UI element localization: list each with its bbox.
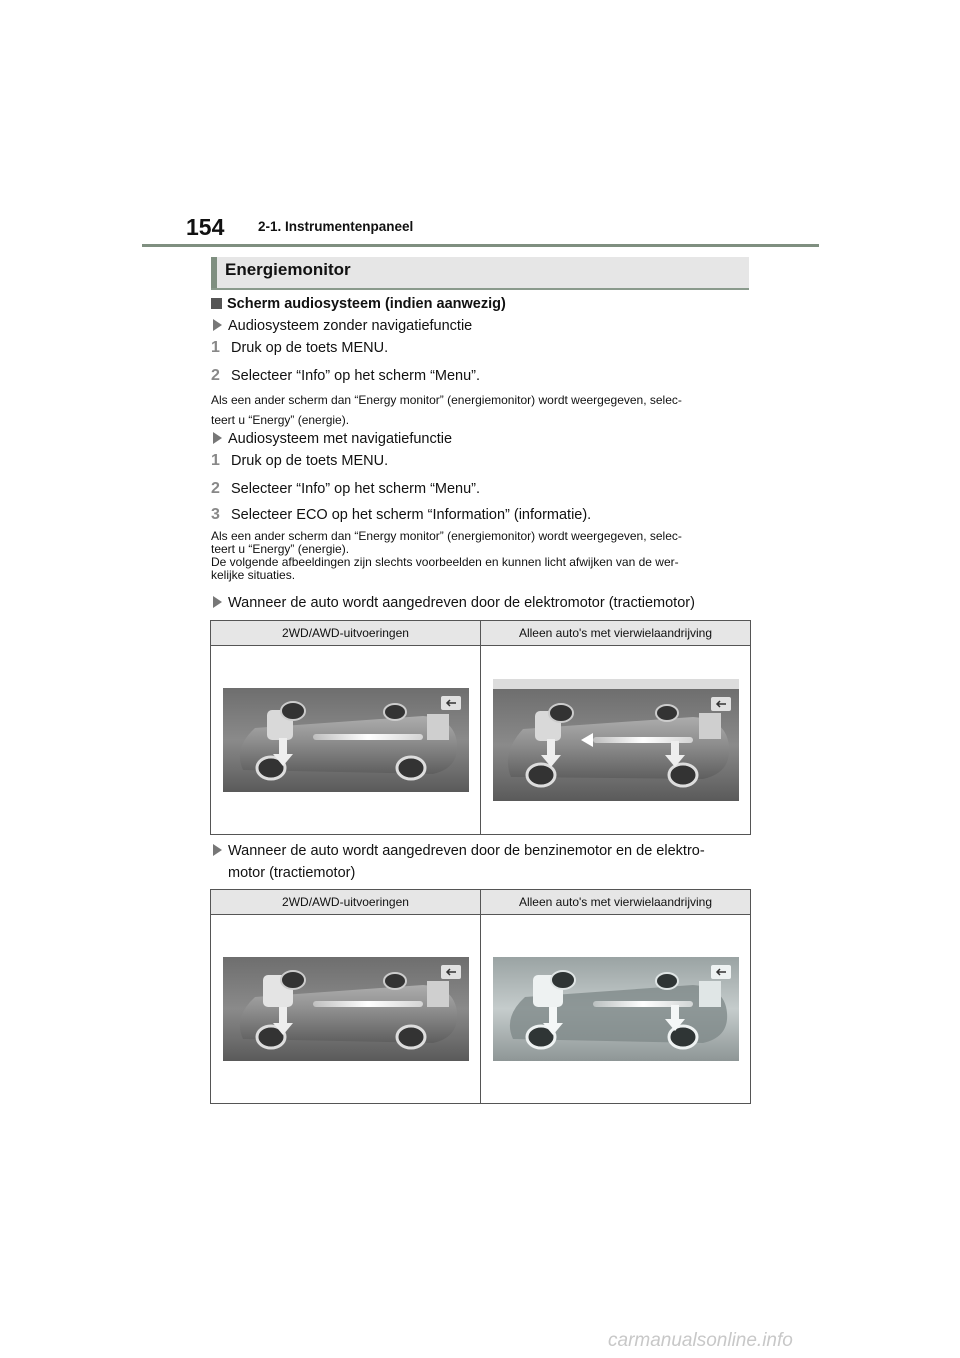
energy-flow-figure [223,957,469,1061]
header-divider [142,244,819,247]
step-text: Selecteer “Info” op het scherm “Menu”. [231,481,481,497]
case1-heading [213,595,695,611]
figure-cell [211,915,481,1104]
step-number: 1 [211,339,220,356]
figure-table-electric [210,620,751,835]
triangle-bullet-icon [213,432,222,444]
subsection-heading [211,296,506,312]
group1-step-1 [211,339,388,357]
square-bullet-icon [211,298,222,309]
flow-arrow [313,734,423,740]
step-number: 3 [211,506,220,523]
energy-flow-figure-4wd [493,679,739,801]
group2-note-line-4: kelijke situaties. [211,568,296,582]
step-text: Druk op de toets MENU. [231,340,389,356]
group1-title: Audiosysteem zonder navigatiefunctie [228,318,473,334]
triangle-bullet-icon [213,844,222,856]
group2-heading [213,431,452,447]
triangle-bullet-icon [213,596,222,608]
group2-title: Audiosysteem met navigatiefunctie [228,431,453,447]
group1-note-line-2: teert u “Energy” (energie). [211,413,350,427]
chapter-title: 2-1. Instrumentenpaneel [258,219,414,234]
energy-flow-figure-4wd [493,957,739,1061]
energy-flow-figure [223,688,469,792]
figure-cell [211,646,481,835]
group1-heading [213,318,472,334]
section-heading-bar [211,257,749,290]
battery-icon [427,981,449,1007]
watermark: carmanualsonline.info [608,1330,793,1351]
group2-note-line-2: teert u “Energy” (energie). [211,542,350,556]
figure-cell [481,646,751,835]
figure-table-hybrid [210,889,751,1104]
column-header-2wd-awd: 2WD/AWD-uitvoeringen [211,621,481,646]
step-text: Selecteer ECO op het scherm “Information” (informatie). [231,507,592,523]
group2-step-3 [211,506,591,524]
column-header-2wd-awd: 2WD/AWD-uitvoeringen [211,890,481,915]
group2-note-line-3: De volgende afbeeldingen zijn slechts voorbeelden en kunnen licht afwijken van de wer- [211,555,679,569]
battery-icon [427,714,449,740]
group1-note-line-1: Als een ander scherm dan “Energy monitor” (energiemonitor) wordt weergegeven, selec- [211,393,682,407]
step-text: Druk op de toets MENU. [231,453,389,469]
group2-step-2 [211,480,480,498]
step-number: 1 [211,452,220,469]
battery-icon [699,981,721,1007]
case2-title-line-1: Wanneer de auto wordt aangedreven door de benzinemotor en de elektro- [228,843,705,859]
battery-icon [699,713,721,739]
step-number: 2 [211,480,220,497]
step-number: 2 [211,367,220,384]
section-title: Energiemonitor [225,260,351,279]
column-header-4wd: Alleen auto's met vierwielaandrijving [481,621,751,646]
case1-title: Wanneer de auto wordt aangedreven door de elektromotor (tractiemotor) [228,595,695,611]
group2-note-line-1: Als een ander scherm dan “Energy monitor” (energiemonitor) wordt weergegeven, selec- [211,529,682,543]
case2-title-line-2: motor (tractiemotor) [228,865,356,881]
triangle-bullet-icon [213,319,222,331]
section-accent [211,257,217,288]
subsection-title: Scherm audiosysteem (indien aanwezig) [227,296,506,312]
page-number: 154 [186,214,225,240]
flow-arrow [313,1001,423,1007]
group1-step-2 [211,367,480,385]
column-header-4wd: Alleen auto's met vierwielaandrijving [481,890,751,915]
figure-cell [481,915,751,1104]
step-text: Selecteer “Info” op het scherm “Menu”. [231,368,481,384]
case2-heading [213,843,705,859]
group2-step-1 [211,452,388,470]
